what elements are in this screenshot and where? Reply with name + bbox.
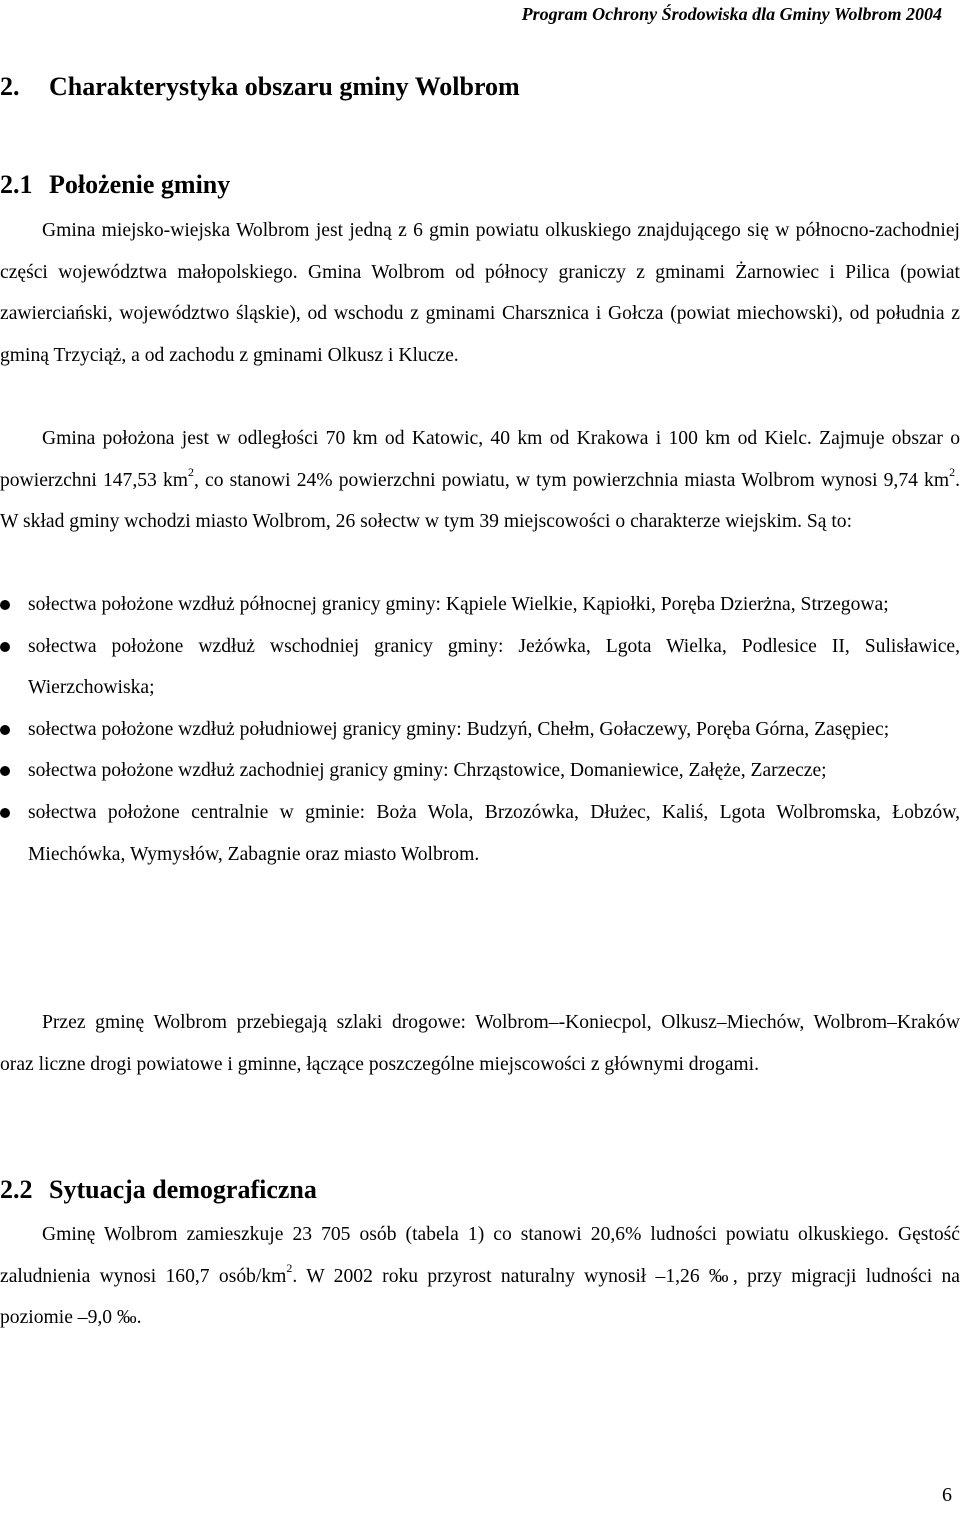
paragraph-location: [0, 210, 960, 376]
paragraph-roads: [0, 1002, 960, 1085]
bullet-icon: [0, 600, 10, 610]
page-number: 6: [942, 1484, 952, 1506]
list-item: [0, 750, 960, 792]
text-run: , co stanowi 24% powierzchni powiatu, w tym powierzchnia miasta Wolbrom wynosi 9,74 km: [194, 469, 950, 491]
list-item: [0, 709, 960, 751]
section-title: Charakterystyka obszaru gminy Wolbrom: [49, 72, 520, 101]
list-item-text: sołectwa położone wzdłuż wschodniej granicy gminy: Jeżówka, Lgota Wielka, Podlesice II, Sulisławice, Wierzchowiska;: [28, 635, 960, 699]
list-item-text: sołectwa położone wzdłuż południowej granicy gminy: Budzyń, Chełm, Gołaczewy, Poręba Górna, Zasępiec;: [28, 718, 890, 740]
section-title: Położenie gminy: [49, 170, 231, 199]
section-number: 2.2: [0, 1175, 33, 1204]
section-heading-2: [0, 72, 520, 102]
list-item-text: sołectwa położone wzdłuż zachodniej granicy gminy: Chrząstowice, Domaniewice, Załęże, Zarzecze;: [28, 760, 827, 782]
text-run: Gmina położona jest w odległości 70 km od Katowic, 40 km od Krakowa i 100 km od Kielc. Zajmuje obszar o powierzchni 147,53 km: [0, 428, 960, 491]
list-item: [0, 792, 960, 875]
superscript: 2: [188, 465, 194, 480]
list-item: [0, 626, 960, 709]
bullet-icon: [0, 808, 10, 818]
text-run: . W skład gminy wchodzi miasto Wolbrom, 26 sołectw w tym 39 miejscowości o charakterze wiejskim. Są to:: [0, 469, 960, 533]
section-number: 2.1: [0, 170, 33, 199]
section-title: Sytuacja demograficzna: [49, 1175, 317, 1204]
paragraph-text: Gmina miejsko-wiejska Wolbrom jest jedną z 6 gmin powiatu olkuskiego znajdującego się w północno-zachodniej części województwa małopolskiego. Gmina Wolbrom od północy graniczy z gminami Żarnowiec i Pilica (powiat zawierciański, województwo śląskie), od wschodu z gminami Charsznica i Gołcza (powiat miechowski), od południa z gminą Trzyciąż, a od zachodu z gminami Olkusz i Klucze.: [0, 220, 960, 366]
paragraph-text: [0, 1214, 960, 1339]
bullet-list: [0, 584, 960, 875]
paragraph-text: [0, 418, 960, 543]
paragraph-text: Przez gminę Wolbrom przebiegają szlaki drogowe: Wolbrom–-Koniecpol, Olkusz–Miechów, Wolbrom–Kraków oraz liczne drogi powiatowe i gminne, łączące poszczególne miejscowości z głównymi drogami.: [0, 1012, 960, 1075]
superscript: 2: [949, 465, 956, 480]
text-run: . W 2002 roku przyrost naturalny wynosił –1,26 ‰, przy migracji ludności na poziomie –9,0 ‰.: [0, 1265, 960, 1329]
bullet-icon: [0, 766, 10, 776]
list-item-text: sołectwa położone centralnie w gminie: Boża Wola, Brzozówka, Dłużec, Kaliś, Lgota Wolbromska, Łobzów, Miechówka, Wymysłów, Zabagnie oraz miasto Wolbrom.: [28, 801, 960, 865]
bullet-icon: [0, 725, 10, 735]
list-item-text: sołectwa położone wzdłuż północnej granicy gminy: Kąpiele Wielkie, Kąpiołki, Poręba Dzierżna, Strzegowa;: [28, 594, 889, 615]
section-number: 2.: [0, 72, 20, 101]
running-header: Program Ochrony Środowiska dla Gminy Wolbrom 2004: [521, 4, 942, 24]
section-heading-2-2: [0, 1175, 317, 1205]
paragraph-demography: [0, 1214, 960, 1339]
section-heading-2-1: [0, 170, 230, 200]
paragraph-area: [0, 418, 960, 543]
bullet-icon: [0, 642, 10, 652]
superscript: 2: [286, 1261, 293, 1276]
text-run: Gminę Wolbrom zamieszkuje 23 705 osób (tabela 1) co stanowi 20,6% ludności powiatu olkuskiego. Gęstość zaludnienia wynosi 160,7 osób/km: [0, 1224, 960, 1287]
list-item: [0, 584, 960, 626]
